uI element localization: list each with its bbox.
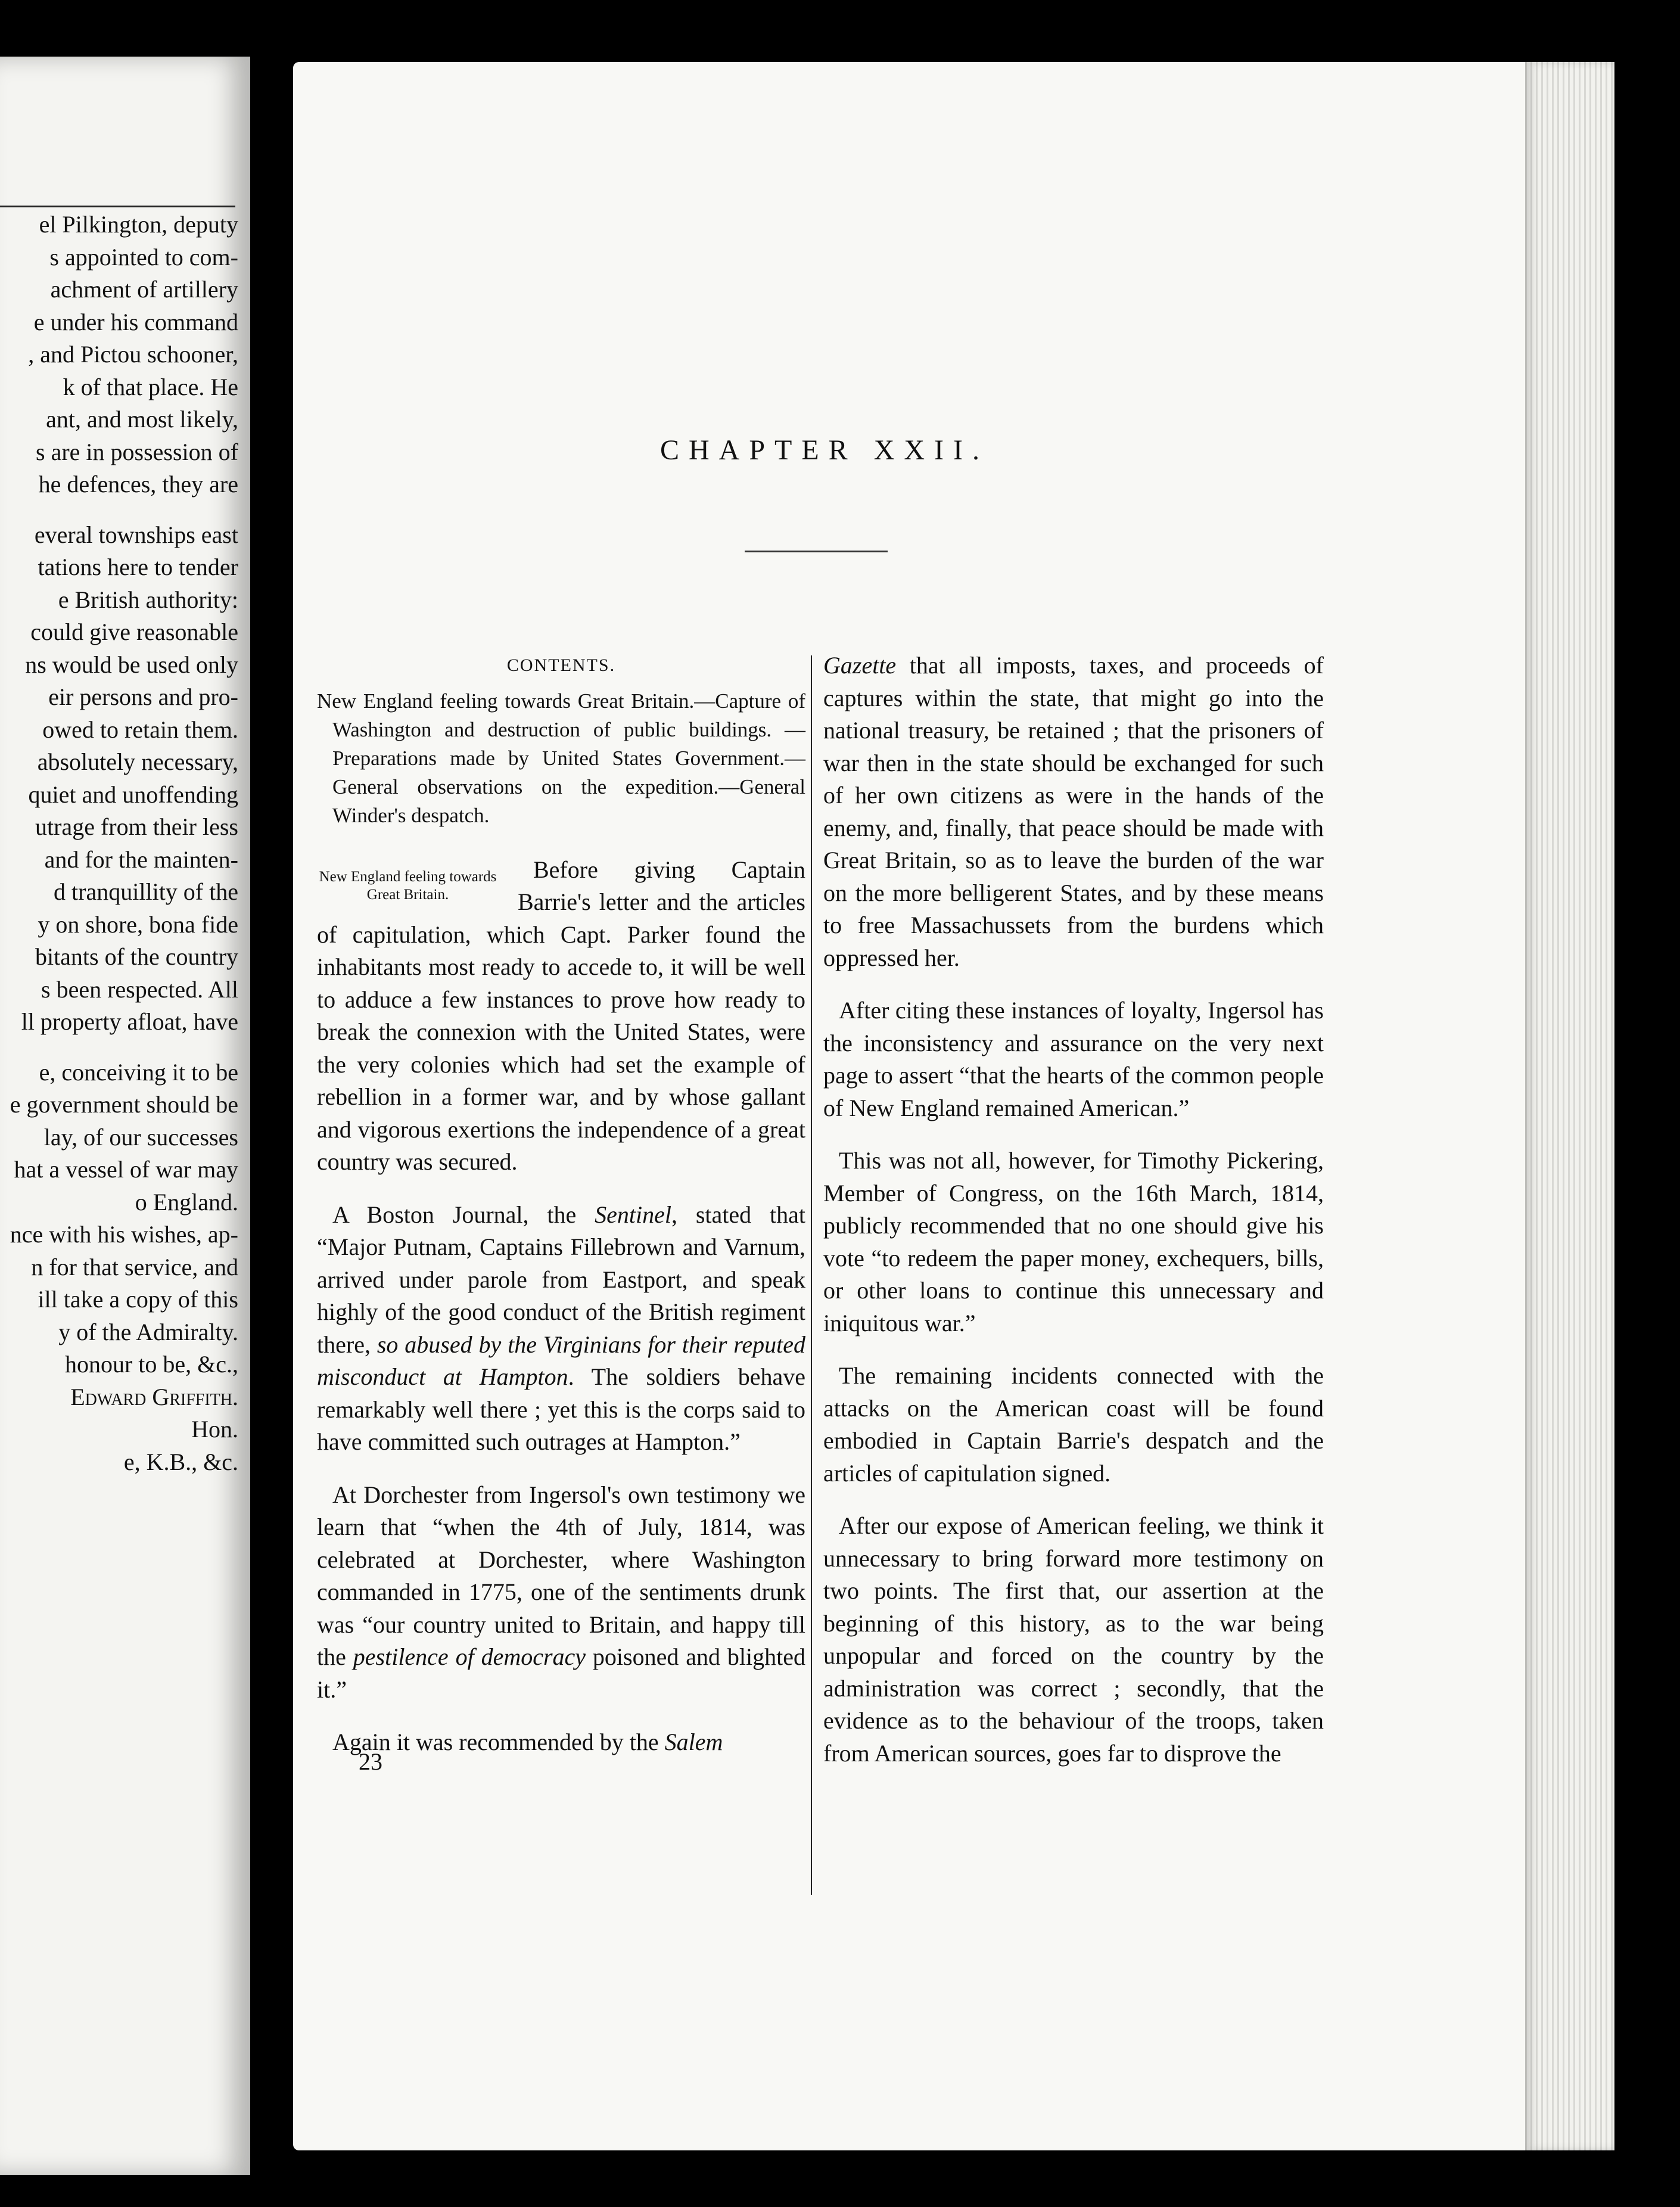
- facing-page-line: ant, and most likely,: [46, 406, 238, 433]
- header-rule: [0, 206, 235, 207]
- facing-page-line: hat a vessel of war may: [14, 1156, 238, 1183]
- facing-page-line: y on shore, bona fide: [38, 910, 238, 938]
- facing-page-line: n for that service, and: [31, 1253, 238, 1280]
- facing-page-fragment: [0, 57, 250, 2175]
- paragraph: At Dorchester from Ingersol's own testimony we learn that “when the 4th of July, 1814, was celebrated at Dorchester, where Washington commanded in 1775, one of the sentiments drunk was “our country united to Britain, and happy till the pestilence of democracy poisoned and blighted it.”: [317, 1481, 805, 1703]
- facing-page-line: s are in possession of: [36, 438, 238, 465]
- right-column: [823, 649, 1324, 1790]
- facing-page-line: Edward Griffith.: [70, 1383, 238, 1410]
- facing-page-line: quiet and unoffending: [28, 781, 238, 808]
- facing-page-line: and for the mainten-: [44, 846, 238, 873]
- facing-page-line: utrage from their less: [35, 813, 238, 840]
- facing-page-line: [0, 501, 238, 519]
- facing-page-line: ll property afloat, have: [21, 1008, 238, 1035]
- contents-summary: New England feeling towards Great Britain.—Capture of Washington and destruction of public buildings. — Preparations made by United States Government.—General observations on the expedition.—General Winder's despatch.: [317, 689, 805, 827]
- facing-page-line: e under his command: [33, 308, 238, 335]
- facing-page-line: owed to retain them.: [42, 716, 238, 743]
- facing-page-line: everal townships east: [34, 521, 238, 548]
- facing-page-line: e, conceiving it to be: [39, 1058, 238, 1086]
- page-number: 23: [359, 1748, 382, 1775]
- paragraph: A Boston Journal, the Sentinel, stated that “Major Putnam, Captains Fillebrown and Varnum, arrived under parole from Eastport, and speak highly of the good conduct of the British regiment there, so abused by the Virginians for their reputed misconduct at Hampton. The soldiers behave remarkably well there ; yet this is the corps said to have committed such outrages at Hampton.”: [317, 1201, 806, 1455]
- facing-page-line: could give reasonable: [30, 618, 238, 645]
- paragraph: New England feeling towards Great Britain. Before giving Captain Barrie's letter and the articles of capitulation, which Capt. Parker found the inhabitants most ready to accede to, it will be well to adduce a few instances to prove how ready to break the connexion with the United States, were the very colonies which had set the example of rebellion in a former war, and by whose gallant and vigorous exertions the independence of a great country was secured.: [317, 854, 805, 1179]
- facing-page-line: absolutely necessary,: [37, 748, 238, 775]
- facing-page-line: s appointed to com-: [49, 243, 238, 271]
- contents-heading: CONTENTS.: [506, 655, 616, 675]
- margin-note: New England feeling towards Great Britain.: [319, 868, 497, 903]
- facing-page-line: ns would be used only: [25, 651, 238, 678]
- page-edges: [1525, 62, 1614, 2150]
- paragraph: After our expose of American feeling, we think it unnecessary to bring forward more testimony on two points. The first that, our assertion at the beginning of this history, as to the war being unpopular and forced on the country by the administration was correct ; secondly, that the evidence as to the behaviour of the troops, taken from American sources, goes far to disprove the: [823, 1512, 1324, 1767]
- facing-page-line: , and Pictou schooner,: [28, 341, 238, 368]
- chapter-title: CHAPTER XXII.: [660, 434, 989, 466]
- facing-page-line: nce with his wishes, ap-: [10, 1221, 238, 1248]
- facing-page-line: o England.: [135, 1188, 238, 1216]
- facing-page-line: eir persons and pro-: [48, 683, 238, 710]
- paragraph: This was not all, however, for Timothy Pickering, Member of Congress, on the 16th March, 1814, publicly recommended that no one should give his vote “to redeem the paper money, exchequers, bills, or other loans to continue this unnecessary and iniquitous war.”: [823, 1147, 1324, 1336]
- facing-page-line: lay, of our successes: [43, 1123, 238, 1151]
- column-rule: [811, 655, 812, 1895]
- paragraph: After citing these instances of loyalty, Ingersol has the inconsistency and assurance on the very next page to assert “that the hearts of the common people of New England remained American.”: [823, 997, 1324, 1121]
- paragraph: The remaining incidents connected with the attacks on the American coast will be found embodied in Captain Barrie's despatch and the articles of capitulation signed.: [823, 1362, 1324, 1487]
- facing-page-line: y of the Admiralty.: [58, 1318, 238, 1345]
- facing-page-line: tations here to tender: [38, 554, 238, 580]
- facing-page-line: Hon.: [191, 1416, 238, 1443]
- paragraph: Gazette that all imposts, taxes, and proceeds of captures within the state, that might go into the national treasury, be retained ; that the prisoners of war then in the state should be exchanged for such of her own citizens as were in the hands of the enemy, and, finally, that peace should be made with Great Britain, so as to leave the burden of the war on the more belligerent States, and by these means to free Massachussets from the burdens which oppressed her.: [823, 652, 1324, 971]
- facing-page-line: s been respected. All: [41, 975, 238, 1003]
- chapter-rule: [745, 551, 888, 552]
- facing-page-line: achment of artillery: [50, 276, 238, 303]
- facing-page-line: e British authority:: [58, 586, 238, 613]
- facing-page-line: e government should be: [10, 1091, 238, 1118]
- facing-page-line: el Pilkington, deputy: [39, 211, 238, 238]
- paragraph: Again it was recommended by the Salem: [332, 1729, 723, 1755]
- facing-page-text: [0, 209, 238, 1478]
- left-column: [317, 649, 805, 1778]
- facing-page-line: he defences, they are: [38, 471, 238, 498]
- facing-page-line: k of that place. He: [63, 373, 238, 400]
- facing-page-line: d tranquillity of the: [54, 878, 238, 905]
- facing-page-line: honour to be, &c.,: [64, 1351, 238, 1378]
- facing-page-line: [0, 1039, 238, 1056]
- facing-page-line: e, K.B., &c.: [123, 1448, 238, 1475]
- facing-page-line: ill take a copy of this: [38, 1286, 238, 1313]
- facing-page-line: bitants of the country: [35, 943, 238, 970]
